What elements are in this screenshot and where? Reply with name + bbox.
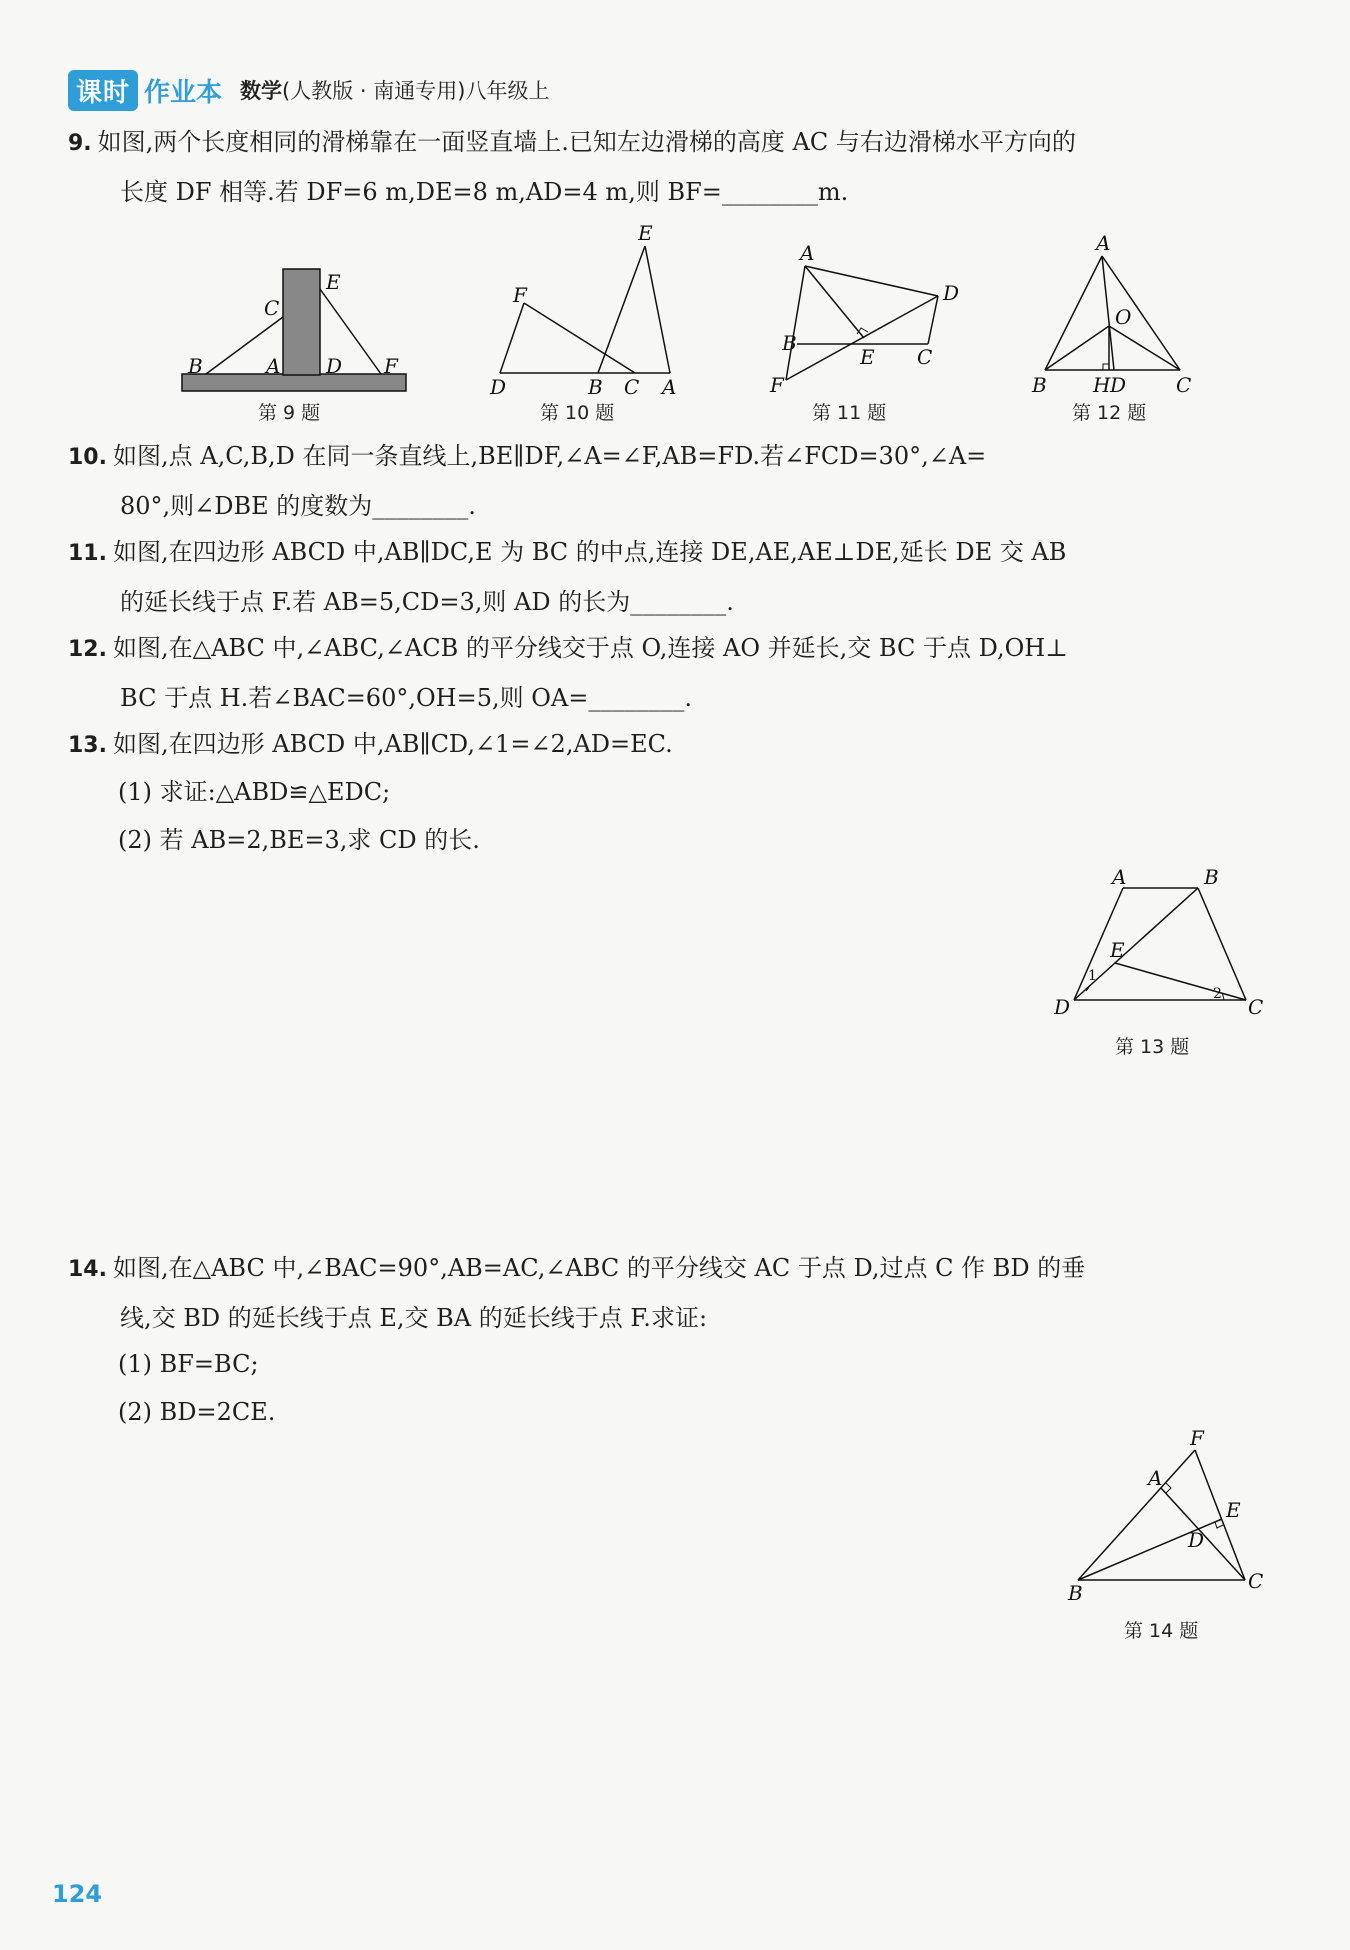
figure-10-svg [480, 220, 690, 399]
segment-BO [1045, 326, 1109, 370]
question-14-part-2: (2) BD=2CE. [118, 1398, 276, 1426]
question-14 [68, 1244, 1268, 1342]
question-text: 的延长线于点 F.若 AB=5,CD=3,则 AD 的长为________. [120, 588, 734, 616]
figure-12 [1030, 230, 1210, 400]
label-C: C [1248, 995, 1264, 1019]
segment-FC [524, 303, 635, 373]
segment-CO [1109, 326, 1180, 370]
label-A: A [662, 375, 677, 399]
figure-13 [1050, 865, 1270, 1028]
figure-11 [760, 238, 980, 398]
label-E: E [1110, 938, 1125, 962]
figure-14 [1060, 1426, 1280, 1610]
right-angle-mark-E [1215, 1522, 1223, 1528]
right-angle-mark-A [1166, 1483, 1171, 1493]
label-A: A [266, 354, 281, 378]
segment-EA [645, 246, 670, 373]
figure-14-svg [1060, 1426, 1280, 1610]
label-A: A [800, 241, 815, 265]
caption-fig9: 第 9 题 [258, 402, 321, 424]
right-angle-mark [1103, 364, 1109, 370]
book-title [240, 75, 549, 105]
segment-AB [1045, 256, 1102, 370]
label-A: A [1112, 865, 1127, 889]
caption-fig10: 第 10 题 [540, 402, 615, 424]
segment-BF [1078, 1450, 1195, 1580]
question-14-part-1: (1) BF=BC; [118, 1350, 259, 1378]
page-header [68, 70, 549, 110]
label-C: C [264, 296, 280, 320]
question-text: 如图,两个长度相同的滑梯靠在一面竖直墙上.已知左边滑梯的高度 AC 与右边滑梯水平方向的 [97, 128, 1076, 156]
label-D: D [943, 281, 960, 305]
label-A: A [1096, 231, 1111, 255]
label-B: B [1068, 1581, 1083, 1605]
label-D: D [490, 375, 507, 399]
logo-sub: 作业本 [144, 77, 223, 108]
label-C: C [624, 375, 640, 399]
question-number: 10. [68, 445, 107, 470]
segment-EC [1115, 963, 1246, 1000]
question-text: 如图,在四边形 ABCD 中,AB∥DC,E 为 BC 的中点,连接 DE,AE,AE⊥DE,延长 DE 交 AB [112, 538, 1067, 566]
figure-9 [176, 265, 416, 395]
segment-FD [500, 303, 524, 373]
label-D: D [326, 354, 343, 378]
segment-AC [1102, 256, 1180, 370]
question-10 [68, 432, 1268, 530]
question-number: 9. [68, 131, 92, 156]
label-C: C [1176, 373, 1192, 397]
wall [283, 269, 320, 375]
question-12 [68, 624, 1268, 722]
figure-9-svg [176, 265, 416, 395]
label-angle-1: 1 [1088, 968, 1097, 984]
label-B: B [588, 375, 603, 399]
figure-11-svg [760, 238, 980, 398]
figure-13-svg [1050, 865, 1270, 1028]
question-text: 如图,在△ABC 中,∠ABC,∠ACB 的平分线交于点 O,连接 AO 并延长,交 BC 于点 D,OH⊥ [112, 634, 1068, 662]
question-text: 如图,在△ABC 中,∠BAC=90°,AB=AC,∠ABC 的平分线交 AC 于点 D,过点 C 作 BD 的垂 [112, 1254, 1086, 1282]
question-13-part-2: (2) 若 AB=2,BE=3,求 CD 的长. [118, 826, 480, 854]
segment-EB [598, 246, 645, 373]
caption-fig13: 第 13 题 [1115, 1036, 1190, 1058]
label-D: D [1110, 373, 1127, 397]
label-O: O [1115, 305, 1132, 329]
label-angle-2: 2 [1213, 986, 1222, 1002]
segment-BC [1198, 888, 1246, 1000]
label-E: E [1226, 1498, 1241, 1522]
question-text: 80°,则∠DBE 的度数为________. [120, 492, 476, 520]
question-13 [68, 720, 1268, 770]
label-A: A [1148, 1466, 1163, 1490]
label-E: E [860, 345, 875, 369]
label-D: D [1188, 1528, 1205, 1552]
label-D: D [1054, 995, 1071, 1019]
caption-fig12: 第 12 题 [1072, 402, 1147, 424]
question-text: 长度 DF 相等.若 DF=6 m,DE=8 m,AD=4 m,则 BF=________m. [120, 178, 849, 206]
label-F: F [1190, 1426, 1204, 1450]
label-H: H [1093, 373, 1111, 397]
label-F: F [770, 373, 784, 397]
question-text: BC 于点 H.若∠BAC=60°,OH=5,则 OA=________. [120, 684, 692, 712]
segment-DC [928, 296, 938, 344]
logo-main: 课时 [68, 70, 138, 111]
segment-AD [1102, 256, 1114, 370]
question-text: 如图,在四边形 ABCD 中,AB∥CD,∠1=∠2,AD=EC. [112, 730, 673, 758]
page-number: 124 [52, 1880, 103, 1908]
edition: (人教版 · 南通专用)八年级上 [282, 79, 550, 103]
label-B: B [1204, 865, 1219, 889]
label-E: E [326, 270, 341, 294]
label-E: E [638, 221, 653, 245]
segment-AF [786, 266, 805, 380]
right-angle-mark [857, 328, 868, 334]
question-number: 13. [68, 733, 107, 758]
logo [68, 70, 222, 111]
figure-12-svg [1030, 230, 1210, 400]
label-C: C [1248, 1569, 1264, 1593]
question-text: 如图,点 A,C,B,D 在同一条直线上,BE∥DF,∠A=∠F,AB=FD.若∠FCD=30°,∠A= [112, 442, 987, 470]
caption-fig14: 第 14 题 [1124, 1620, 1199, 1642]
ground [182, 374, 406, 391]
question-text: 线,交 BD 的延长线于点 E,交 BA 的延长线于点 F.求证: [120, 1304, 708, 1332]
question-number: 12. [68, 637, 107, 662]
label-C: C [917, 345, 933, 369]
label-F: F [513, 283, 527, 307]
question-11 [68, 528, 1268, 626]
caption-fig11: 第 11 题 [812, 402, 887, 424]
subject: 数学 [240, 79, 283, 103]
figure-10 [480, 220, 690, 399]
label-B: B [782, 331, 797, 355]
label-B: B [1032, 373, 1047, 397]
question-number: 14. [68, 1257, 107, 1282]
label-B: B [188, 354, 203, 378]
label-F: F [384, 354, 398, 378]
question-number: 11. [68, 541, 107, 566]
question-13-part-1: (1) 求证:△ABD≌△EDC; [118, 778, 391, 806]
question-9 [68, 118, 1268, 216]
